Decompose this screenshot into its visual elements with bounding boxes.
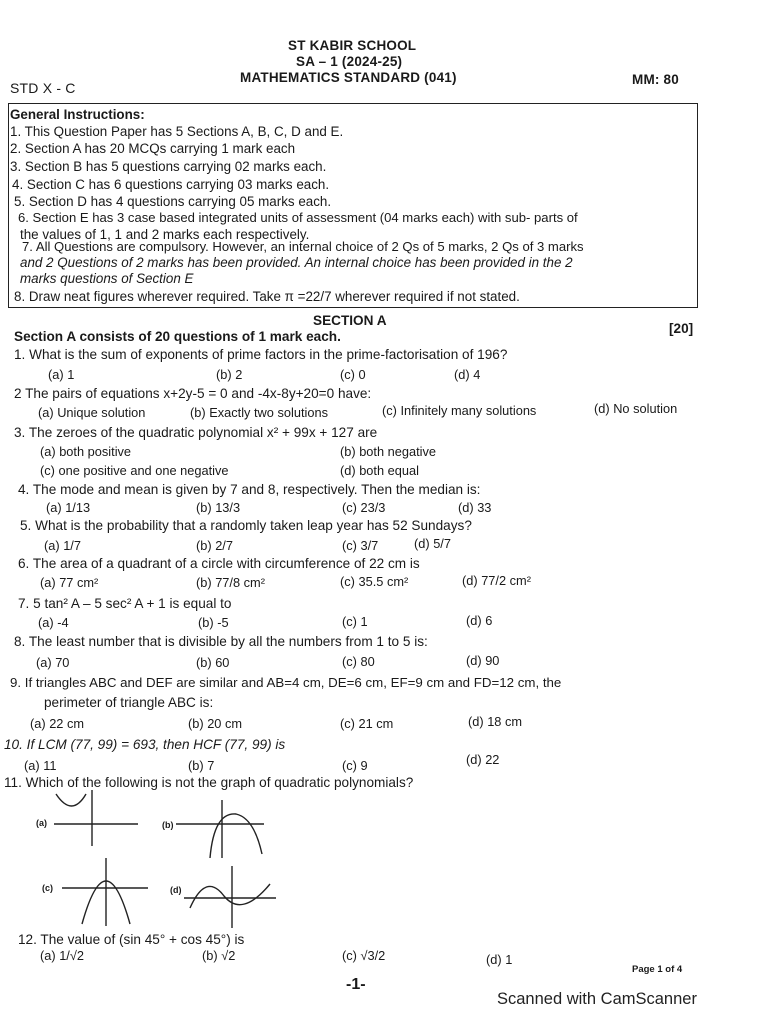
q5-option-a: (a) 1/7 xyxy=(44,538,81,553)
q8-option-a: (a) 70 xyxy=(36,655,70,670)
q8-option-c: (c) 80 xyxy=(342,654,375,669)
q7-option-b: (b) -5 xyxy=(198,615,229,630)
instruction-item: 7. All Questions are compulsory. However, an internal choice of 2 Qs of 5 marks, 2 Qs of 3 marks xyxy=(22,239,584,254)
q11-option-c: (c) xyxy=(42,883,53,893)
instruction-item: 6. Section E has 3 case based integrated units of assessment (04 marks each) with sub- parts of xyxy=(18,210,578,225)
q3-option-a: (a) both positive xyxy=(40,444,132,459)
q2-option-c: (c) Infinitely many solutions xyxy=(382,403,537,418)
q6-option-c: (c) 35.5 cm² xyxy=(340,574,409,589)
q2-option-d: (d) No solution xyxy=(594,401,678,416)
q2-option-a: (a) Unique solution xyxy=(38,405,146,420)
question-12: 12. The value of (sin 45° + cos 45°) is xyxy=(18,932,245,947)
q3-option-d: (d) both equal xyxy=(340,463,419,478)
q12-option-b: (b) √2 xyxy=(202,948,236,963)
section-marks: [20] xyxy=(669,321,694,336)
instruction-item: 4. Section C has 6 questions carrying 03 marks each. xyxy=(12,177,330,192)
q3-option-b: (b) both negative xyxy=(340,444,437,459)
instruction-item: the values of 1, 1 and 2 marks each respectively. xyxy=(20,227,310,242)
q11-graph-d xyxy=(184,866,280,930)
q12-option-c: (c) √3/2 xyxy=(342,948,386,963)
scanner-watermark: Scanned with CamScanner xyxy=(497,990,697,1008)
q1-option-d: (d) 4 xyxy=(454,367,481,382)
q4-option-c: (c) 23/3 xyxy=(342,500,386,515)
instruction-item: 2. Section A has 20 MCQs carrying 1 mark each xyxy=(10,141,296,156)
q9-option-d: (d) 18 cm xyxy=(468,714,523,729)
q4-option-a: (a) 1/13 xyxy=(46,500,91,515)
q11-option-d: (d) xyxy=(170,885,182,895)
section-subtitle: Section A consists of 20 questions of 1 mark each. xyxy=(14,329,341,344)
q6-option-a: (a) 77 cm² xyxy=(40,575,99,590)
q4-option-b: (b) 13/3 xyxy=(196,500,241,515)
q5-option-d: (d) 5/7 xyxy=(414,536,451,551)
q5-option-b: (b) 2/7 xyxy=(196,538,233,553)
q8-option-b: (b) 60 xyxy=(196,655,230,670)
instruction-item: 5. Section D has 4 questions carrying 05 marks each. xyxy=(14,194,332,209)
question-7: 7. 5 tan² A – 5 sec² A + 1 is equal to xyxy=(18,596,232,611)
question-10: 10. If LCM (77, 99) = 693, then HCF (77, 99) is xyxy=(4,737,286,752)
question-3: 3. The zeroes of the quadratic polynomial x² + 99x + 127 are xyxy=(14,425,378,440)
instruction-item: 1. This Question Paper has 5 Sections A, B, C, D and E. xyxy=(10,124,344,139)
q8-option-d: (d) 90 xyxy=(466,653,500,668)
question-5: 5. What is the probability that a randomly taken leap year has 52 Sundays? xyxy=(20,518,472,533)
max-marks: MM: 80 xyxy=(632,72,679,87)
instruction-item: 8. Draw neat figures wherever required. Take π =22/7 wherever required if not stated. xyxy=(14,289,520,304)
class-label: STD X - C xyxy=(10,80,76,96)
q11-graph-c xyxy=(62,858,152,928)
subject-title: MATHEMATICS STANDARD (041) xyxy=(240,70,457,85)
question-8: 8. The least number that is divisible by all the numbers from 1 to 5 is: xyxy=(14,634,428,649)
section-title: SECTION A xyxy=(313,313,387,328)
instruction-item: and 2 Questions of 2 marks has been provided. An internal choice has been provided in the 2 xyxy=(20,255,573,270)
q1-option-b: (b) 2 xyxy=(216,367,243,382)
q10-option-d: (d) 22 xyxy=(466,752,500,767)
q9-option-b: (b) 20 cm xyxy=(188,716,243,731)
question-6: 6. The area of a quadrant of a circle with circumference of 22 cm is xyxy=(18,556,420,571)
q7-option-a: (a) -4 xyxy=(38,615,69,630)
q10-option-b: (b) 7 xyxy=(188,758,215,773)
q9-option-a: (a) 22 cm xyxy=(30,716,85,731)
school-name: ST KABIR SCHOOL xyxy=(288,38,417,53)
q7-option-c: (c) 1 xyxy=(342,614,368,629)
q1-option-a: (a) 1 xyxy=(48,367,75,382)
q9-option-c: (c) 21 cm xyxy=(340,716,394,731)
q7-option-d: (d) 6 xyxy=(466,613,493,628)
q11-graph-a xyxy=(54,790,144,850)
page-mark: -1- xyxy=(346,976,366,993)
q11-graph-b xyxy=(176,800,268,860)
question-2: 2 The pairs of equations x+2y-5 = 0 and -4x-8y+20=0 have: xyxy=(14,386,372,401)
q1-option-c: (c) 0 xyxy=(340,367,366,382)
question-11: 11. Which of the following is not the graph of quadratic polynomials? xyxy=(4,775,414,790)
q10-option-a: (a) 11 xyxy=(24,758,57,773)
q2-option-b: (b) Exactly two solutions xyxy=(190,405,328,420)
q10-option-c: (c) 9 xyxy=(342,758,368,773)
q4-option-d: (d) 33 xyxy=(458,500,492,515)
question-1: 1. What is the sum of exponents of prime factors in the prime-factorisation of 196? xyxy=(14,347,508,362)
q6-option-b: (b) 77/8 cm² xyxy=(196,575,265,590)
exam-name: SA – 1 (2024-25) xyxy=(296,54,403,69)
q11-option-a: (a) xyxy=(36,818,47,828)
question-4: 4. The mode and mean is given by 7 and 8, respectively. Then the median is: xyxy=(18,482,481,497)
instructions-title: General Instructions: xyxy=(10,107,145,122)
question-9: 9. If triangles ABC and DEF are similar and AB=4 cm, DE=6 cm, EF=9 cm and FD=12 cm, the xyxy=(10,675,562,690)
q3-option-c: (c) one positive and one negative xyxy=(40,463,229,478)
q11-option-b: (b) xyxy=(162,820,174,830)
q6-option-d: (d) 77/2 cm² xyxy=(462,573,531,588)
instruction-item: 3. Section B has 5 questions carrying 02 marks each. xyxy=(10,159,327,174)
q12-option-a: (a) 1/√2 xyxy=(40,948,85,963)
page-number: Page 1 of 4 xyxy=(632,964,683,975)
q12-option-d: (d) 1 xyxy=(486,952,513,967)
q5-option-c: (c) 3/7 xyxy=(342,538,379,553)
instruction-item: marks questions of Section E xyxy=(20,271,194,286)
question-9-continued: perimeter of triangle ABC is: xyxy=(44,695,214,710)
